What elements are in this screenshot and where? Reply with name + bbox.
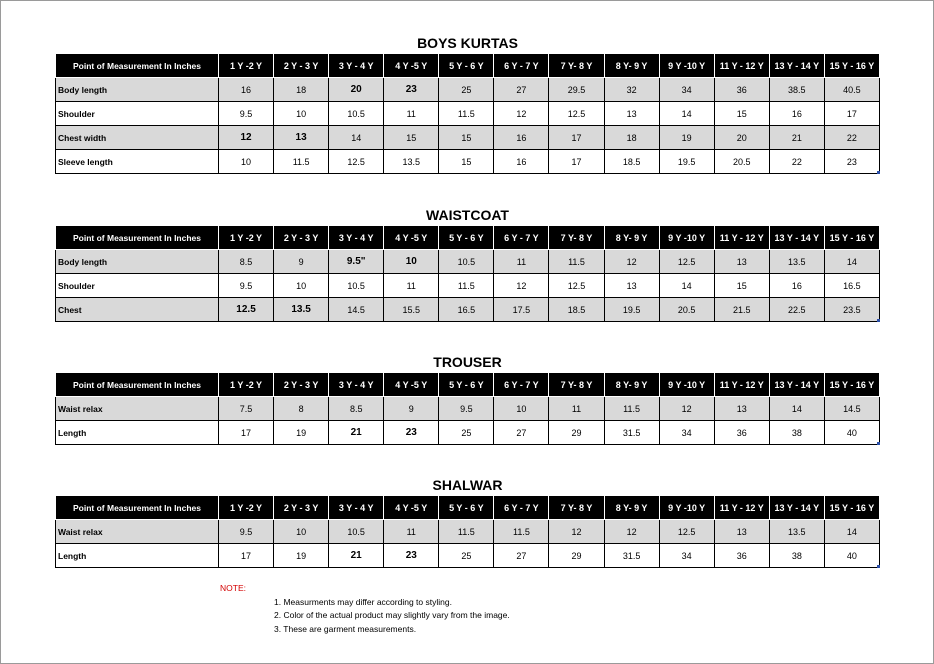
- measurement-value: 11.5: [549, 250, 604, 274]
- measurement-value: 9.5: [219, 102, 274, 126]
- cell-corner-marker: [877, 565, 880, 568]
- measurement-value: 13.5: [384, 150, 439, 174]
- table-row: [56, 126, 880, 150]
- age-column-header: 5 Y - 6 Y: [439, 54, 494, 78]
- measurement-value: 19: [659, 126, 714, 150]
- measurement-value: 15.5: [384, 298, 439, 322]
- measurement-value: 11: [384, 274, 439, 298]
- measurement-value: 27: [494, 78, 549, 102]
- table-row: [56, 150, 880, 174]
- table-row: [56, 520, 880, 544]
- header-row: [56, 496, 880, 520]
- note-heading: NOTE:: [220, 583, 246, 593]
- measurement-value: 10.5: [439, 250, 494, 274]
- measurement-value: 25: [439, 421, 494, 445]
- measurement-value: 14: [659, 274, 714, 298]
- age-column-header: 9 Y -10 Y: [659, 496, 714, 520]
- age-column-header: 4 Y -5 Y: [384, 226, 439, 250]
- measurement-value: 38: [769, 421, 824, 445]
- measurement-value: 9: [274, 250, 329, 274]
- measurement-value: 29.5: [549, 78, 604, 102]
- measurement-value: 10: [494, 397, 549, 421]
- measurement-value: 13: [714, 250, 769, 274]
- measurement-value: 32: [604, 78, 659, 102]
- age-column-header: 8 Y- 9 Y: [604, 496, 659, 520]
- age-column-header: 2 Y - 3 Y: [274, 373, 329, 397]
- age-column-header: 4 Y -5 Y: [384, 54, 439, 78]
- measurement-value: 10.5: [329, 102, 384, 126]
- table-row: [56, 274, 880, 298]
- measurement-value: 19.5: [659, 150, 714, 174]
- age-column-header: 13 Y - 14 Y: [769, 373, 824, 397]
- measurement-label: Length: [56, 544, 219, 568]
- table-row: [56, 397, 880, 421]
- table-row: [56, 78, 880, 102]
- note-item: 2. Color of the actual product may slightly vary from the image.: [274, 610, 510, 620]
- section-title: TROUSER: [433, 354, 502, 370]
- measurement-value: 12: [659, 397, 714, 421]
- measurement-value: 27: [494, 544, 549, 568]
- measurement-value: 11.5: [604, 397, 659, 421]
- measurement-value: 19: [274, 421, 329, 445]
- measurement-value: 8.5: [329, 397, 384, 421]
- measurement-value: 11: [384, 520, 439, 544]
- age-column-header: 1 Y -2 Y: [219, 226, 274, 250]
- measurement-label: Chest width: [56, 126, 219, 150]
- age-column-header: 3 Y - 4 Y: [329, 496, 384, 520]
- measurement-value: 12: [494, 102, 549, 126]
- measurement-value: 11.5: [494, 520, 549, 544]
- measurement-value: 10: [384, 250, 439, 274]
- measurement-value: 13: [274, 126, 329, 150]
- measurement-value: 11.5: [439, 102, 494, 126]
- measurement-value: 18.5: [604, 150, 659, 174]
- age-column-header: 13 Y - 14 Y: [769, 496, 824, 520]
- measurement-value: 9.5: [219, 520, 274, 544]
- age-column-header: 5 Y - 6 Y: [439, 373, 494, 397]
- measurement-value: 16: [219, 78, 274, 102]
- measurement-value: 9.5: [439, 397, 494, 421]
- age-column-header: 8 Y- 9 Y: [604, 54, 659, 78]
- measurement-value: 14: [824, 520, 879, 544]
- age-column-header: 6 Y - 7 Y: [494, 496, 549, 520]
- age-column-header: 7 Y- 8 Y: [549, 373, 604, 397]
- age-column-header: 3 Y - 4 Y: [329, 54, 384, 78]
- measurement-value: 21.5: [714, 298, 769, 322]
- measurement-label: Chest: [56, 298, 219, 322]
- measurement-value: 31.5: [604, 544, 659, 568]
- measurement-value: 13.5: [274, 298, 329, 322]
- age-column-header: 2 Y - 3 Y: [274, 226, 329, 250]
- measurement-value: 10.5: [329, 274, 384, 298]
- measurement-value: 16: [494, 150, 549, 174]
- measurement-label: Waist relax: [56, 397, 219, 421]
- measurement-value: 12.5: [659, 520, 714, 544]
- measurement-value: 25: [439, 78, 494, 102]
- age-column-header: 8 Y- 9 Y: [604, 226, 659, 250]
- age-column-header: 6 Y - 7 Y: [494, 54, 549, 78]
- note-list: [220, 596, 510, 637]
- measurement-value: 31.5: [604, 421, 659, 445]
- measurement-label: Waist relax: [56, 520, 219, 544]
- age-column-header: 9 Y -10 Y: [659, 54, 714, 78]
- measurement-value: 38: [769, 544, 824, 568]
- cell-corner-marker: [877, 171, 880, 174]
- measurement-value: 12.5: [549, 102, 604, 126]
- measurement-value: 18.5: [549, 298, 604, 322]
- measurement-value: 34: [659, 78, 714, 102]
- table-row: [56, 102, 880, 126]
- age-column-header: 5 Y - 6 Y: [439, 496, 494, 520]
- header-row: [56, 373, 880, 397]
- header-row: [56, 226, 880, 250]
- measurement-label: Body length: [56, 250, 219, 274]
- measurement-value: 15: [439, 126, 494, 150]
- measurement-header: Point of Measurement In Inches: [56, 373, 219, 397]
- measurement-value: 22: [769, 150, 824, 174]
- measurement-value: 9.5": [329, 250, 384, 274]
- measurement-value: 13.5: [769, 520, 824, 544]
- cell-corner-marker: [877, 442, 880, 445]
- age-column-header: 1 Y -2 Y: [219, 54, 274, 78]
- size-table: [55, 225, 880, 322]
- measurement-value: 12: [604, 250, 659, 274]
- measurement-label: Shoulder: [56, 274, 219, 298]
- measurement-value: 12: [219, 126, 274, 150]
- shalwar-section: [55, 476, 880, 568]
- measurement-label: Length: [56, 421, 219, 445]
- age-column-header: 11 Y - 12 Y: [714, 496, 769, 520]
- measurement-label: Sleeve length: [56, 150, 219, 174]
- measurement-value: 19: [274, 544, 329, 568]
- measurement-value: 14.5: [329, 298, 384, 322]
- measurement-value: 14.5: [824, 397, 879, 421]
- measurement-value: 14: [824, 250, 879, 274]
- measurement-value: 40.5: [824, 78, 879, 102]
- measurement-value: 38.5: [769, 78, 824, 102]
- age-column-header: 11 Y - 12 Y: [714, 54, 769, 78]
- measurement-value: 11.5: [439, 274, 494, 298]
- measurement-value: 10: [274, 102, 329, 126]
- measurement-value: 17: [824, 102, 879, 126]
- table-row: [56, 421, 880, 445]
- measurement-value: 20.5: [659, 298, 714, 322]
- measurement-value: 11.5: [439, 520, 494, 544]
- age-column-header: 9 Y -10 Y: [659, 373, 714, 397]
- measurement-value: 8: [274, 397, 329, 421]
- measurement-header: Point of Measurement In Inches: [56, 54, 219, 78]
- size-table: [55, 495, 880, 568]
- age-column-header: 7 Y- 8 Y: [549, 54, 604, 78]
- measurement-value: 20: [329, 78, 384, 102]
- measurement-value: 23: [384, 78, 439, 102]
- measurement-value: 14: [329, 126, 384, 150]
- table-row: [56, 250, 880, 274]
- measurement-value: 17.5: [494, 298, 549, 322]
- age-column-header: 4 Y -5 Y: [384, 496, 439, 520]
- measurement-header: Point of Measurement In Inches: [56, 496, 219, 520]
- measurement-value: 17: [549, 150, 604, 174]
- measurement-value: 17: [549, 126, 604, 150]
- measurement-label: Body length: [56, 78, 219, 102]
- notes-block: [220, 582, 510, 636]
- measurement-value: 12: [604, 520, 659, 544]
- measurement-value: 8.5: [219, 250, 274, 274]
- measurement-value: 11: [384, 102, 439, 126]
- measurement-value: 16.5: [824, 274, 879, 298]
- table-row: [56, 544, 880, 568]
- measurement-value: 15: [714, 102, 769, 126]
- measurement-value: 15: [384, 126, 439, 150]
- measurement-value: 40: [824, 421, 879, 445]
- measurement-value: 25: [439, 544, 494, 568]
- note-item: 1. Measurments may differ according to styling.: [274, 596, 452, 607]
- measurement-value: 10: [274, 520, 329, 544]
- age-column-header: 1 Y -2 Y: [219, 373, 274, 397]
- table-row: [56, 298, 880, 322]
- header-row: [56, 54, 880, 78]
- measurement-value: 36: [714, 421, 769, 445]
- measurement-value: 34: [659, 544, 714, 568]
- measurement-value: 20: [714, 126, 769, 150]
- age-column-header: 11 Y - 12 Y: [714, 226, 769, 250]
- measurement-value: 36: [714, 78, 769, 102]
- size-table: [55, 372, 880, 445]
- measurement-value: 7.5: [219, 397, 274, 421]
- measurement-value: 12.5: [329, 150, 384, 174]
- measurement-value: 22.5: [769, 298, 824, 322]
- measurement-value: 16: [769, 274, 824, 298]
- waistcoat-section: [55, 206, 880, 322]
- measurement-value: 18: [274, 78, 329, 102]
- measurement-value: 23: [384, 544, 439, 568]
- measurement-value: 13: [604, 102, 659, 126]
- measurement-value: 15: [714, 274, 769, 298]
- measurement-value: 21: [329, 421, 384, 445]
- measurement-value: 18: [604, 126, 659, 150]
- age-column-header: 8 Y- 9 Y: [604, 373, 659, 397]
- age-column-header: 15 Y - 16 Y: [824, 373, 879, 397]
- measurement-value: 21: [329, 544, 384, 568]
- measurement-value: 27: [494, 421, 549, 445]
- measurement-value: 17: [219, 421, 274, 445]
- measurement-value: 19.5: [604, 298, 659, 322]
- measurement-value: 12.5: [549, 274, 604, 298]
- section-title: BOYS KURTAS: [417, 35, 518, 51]
- measurement-value: 36: [714, 544, 769, 568]
- age-column-header: 3 Y - 4 Y: [329, 373, 384, 397]
- age-column-header: 15 Y - 16 Y: [824, 54, 879, 78]
- measurement-value: 10: [219, 150, 274, 174]
- measurement-value: 23.5: [824, 298, 879, 322]
- measurement-value: 23: [384, 421, 439, 445]
- age-column-header: 6 Y - 7 Y: [494, 226, 549, 250]
- measurement-value: 16.5: [439, 298, 494, 322]
- trouser-section: [55, 353, 880, 445]
- measurement-value: 14: [659, 102, 714, 126]
- measurement-value: 14: [769, 397, 824, 421]
- measurement-value: 16: [769, 102, 824, 126]
- measurement-value: 17: [219, 544, 274, 568]
- measurement-value: 12: [494, 274, 549, 298]
- note-item: 3. These are garment measurements.: [274, 623, 417, 634]
- age-column-header: 3 Y - 4 Y: [329, 226, 384, 250]
- measurement-value: 12.5: [219, 298, 274, 322]
- measurement-value: 10.5: [329, 520, 384, 544]
- measurement-value: 9: [384, 397, 439, 421]
- age-column-header: 4 Y -5 Y: [384, 373, 439, 397]
- age-column-header: 15 Y - 16 Y: [824, 226, 879, 250]
- measurement-value: 20.5: [714, 150, 769, 174]
- measurement-value: 29: [549, 544, 604, 568]
- measurement-value: 29: [549, 421, 604, 445]
- measurement-value: 9.5: [219, 274, 274, 298]
- age-column-header: 7 Y- 8 Y: [549, 496, 604, 520]
- measurement-value: 13.5: [769, 250, 824, 274]
- age-column-header: 2 Y - 3 Y: [274, 496, 329, 520]
- measurement-value: 12.5: [659, 250, 714, 274]
- age-column-header: 13 Y - 14 Y: [769, 54, 824, 78]
- age-column-header: 13 Y - 14 Y: [769, 226, 824, 250]
- age-column-header: 2 Y - 3 Y: [274, 54, 329, 78]
- age-column-header: 7 Y- 8 Y: [549, 226, 604, 250]
- age-column-header: 9 Y -10 Y: [659, 226, 714, 250]
- section-title: WAISTCOAT: [426, 207, 509, 223]
- measurement-header: Point of Measurement In Inches: [56, 226, 219, 250]
- cell-corner-marker: [877, 319, 880, 322]
- measurement-value: 11.5: [274, 150, 329, 174]
- boys-kurtas-section: [55, 34, 880, 174]
- measurement-value: 13: [714, 520, 769, 544]
- measurement-value: 13: [714, 397, 769, 421]
- measurement-value: 15: [439, 150, 494, 174]
- age-column-header: 1 Y -2 Y: [219, 496, 274, 520]
- measurement-value: 40: [824, 544, 879, 568]
- measurement-value: 13: [604, 274, 659, 298]
- measurement-value: 34: [659, 421, 714, 445]
- section-title: SHALWAR: [432, 477, 503, 493]
- measurement-value: 23: [824, 150, 879, 174]
- measurement-value: 12: [549, 520, 604, 544]
- age-column-header: 6 Y - 7 Y: [494, 373, 549, 397]
- measurement-value: 16: [494, 126, 549, 150]
- measurement-value: 10: [274, 274, 329, 298]
- measurement-label: Shoulder: [56, 102, 219, 126]
- measurement-value: 11: [549, 397, 604, 421]
- age-column-header: 5 Y - 6 Y: [439, 226, 494, 250]
- size-table: [55, 53, 880, 174]
- measurement-value: 21: [769, 126, 824, 150]
- measurement-value: 22: [824, 126, 879, 150]
- age-column-header: 15 Y - 16 Y: [824, 496, 879, 520]
- measurement-value: 11: [494, 250, 549, 274]
- age-column-header: 11 Y - 12 Y: [714, 373, 769, 397]
